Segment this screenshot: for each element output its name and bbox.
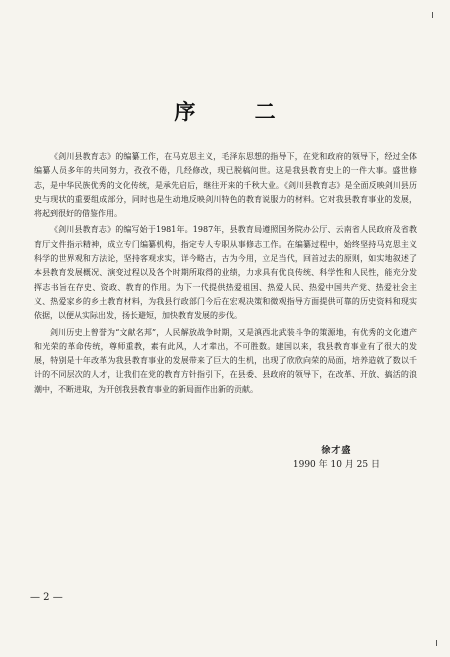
- page-number: — 2 —: [30, 592, 63, 603]
- signature-block: [293, 444, 380, 472]
- scan-mark-bottom: [436, 640, 437, 646]
- preface-body: [34, 150, 417, 399]
- paragraph: 《剑川县教育志》的编纂工作，在马克思主义，毛泽东思想的指导下，在党和政府的领导下，经过全体编纂人员多年的共同努力，孜孜不倦，几经修改，现已脱稿问世。这是我县教育史上的一件大事。盛世修志，是中华民族优秀的文化传统，是承先启后，继往开来的千秋大业。《剑川县教育志》是全面反映剑川县历史与现状的重要组成部分，同时也是生动地反映剑川特色的教育说服力的材料。它对我县教育事业的发展，将起到很好的借鉴作用。: [34, 152, 417, 219]
- paragraph: 《剑川县教育志》的编写始于1981年。1987年，县教育局遵照国务院办公厅、云南省人民政府及省教育厅文件指示精神，成立专门编纂机构，指定专人专职从事修志工作。在编纂过程中，始终坚持马克思主义科学的世界观和方法论，坚持客观求实，详今略古，古为今用，立足当代，回首过去的原则，如实地叙述了本县教育发展概况、演变过程以及各个时期所取得的业绩，力求具有优良传统、科学性和人民性，能充分发挥志书旨在存史、资政、教育的作用。为下一代提供热爱祖国、热爱人民、热爱中国共产党、热爱社会主义、热爱家乡的乡土教育材料，为我县行政部门今后在宏观决策和微观指导方面提供可靠的历史资料和现实依据，以便从实际出发，扬长避短，加快教育发展的步伐。: [34, 225, 417, 321]
- author-name: 徐才盛: [321, 446, 352, 456]
- paragraph: 剑川历史上曾誉为“文献名邦”，人民解放战争时期，又是滇西北武装斗争的策源地，有优秀的文化遗产和光荣的革命传统，尊师重教，素有此风，人才辈出，不可胜数。建国以来，我县教育事业有了很大的发展，特别是十年改革为我县教育事业的发展带来了巨大的生机，出现了欣欣向荣的局面，培养造就了数以千计的不同层次的人才，让我们在党的教育方针指引下，在县委、县政府的领导下，在改革、开放、搞活的浪潮中，不断进取，为开创我县教育事业的新局面作出新的贡献。: [34, 327, 417, 394]
- page-title: 序 二: [174, 99, 302, 124]
- signature-date: 1990 年 10 月 25 日: [292, 460, 380, 470]
- scan-mark-top: [432, 12, 433, 18]
